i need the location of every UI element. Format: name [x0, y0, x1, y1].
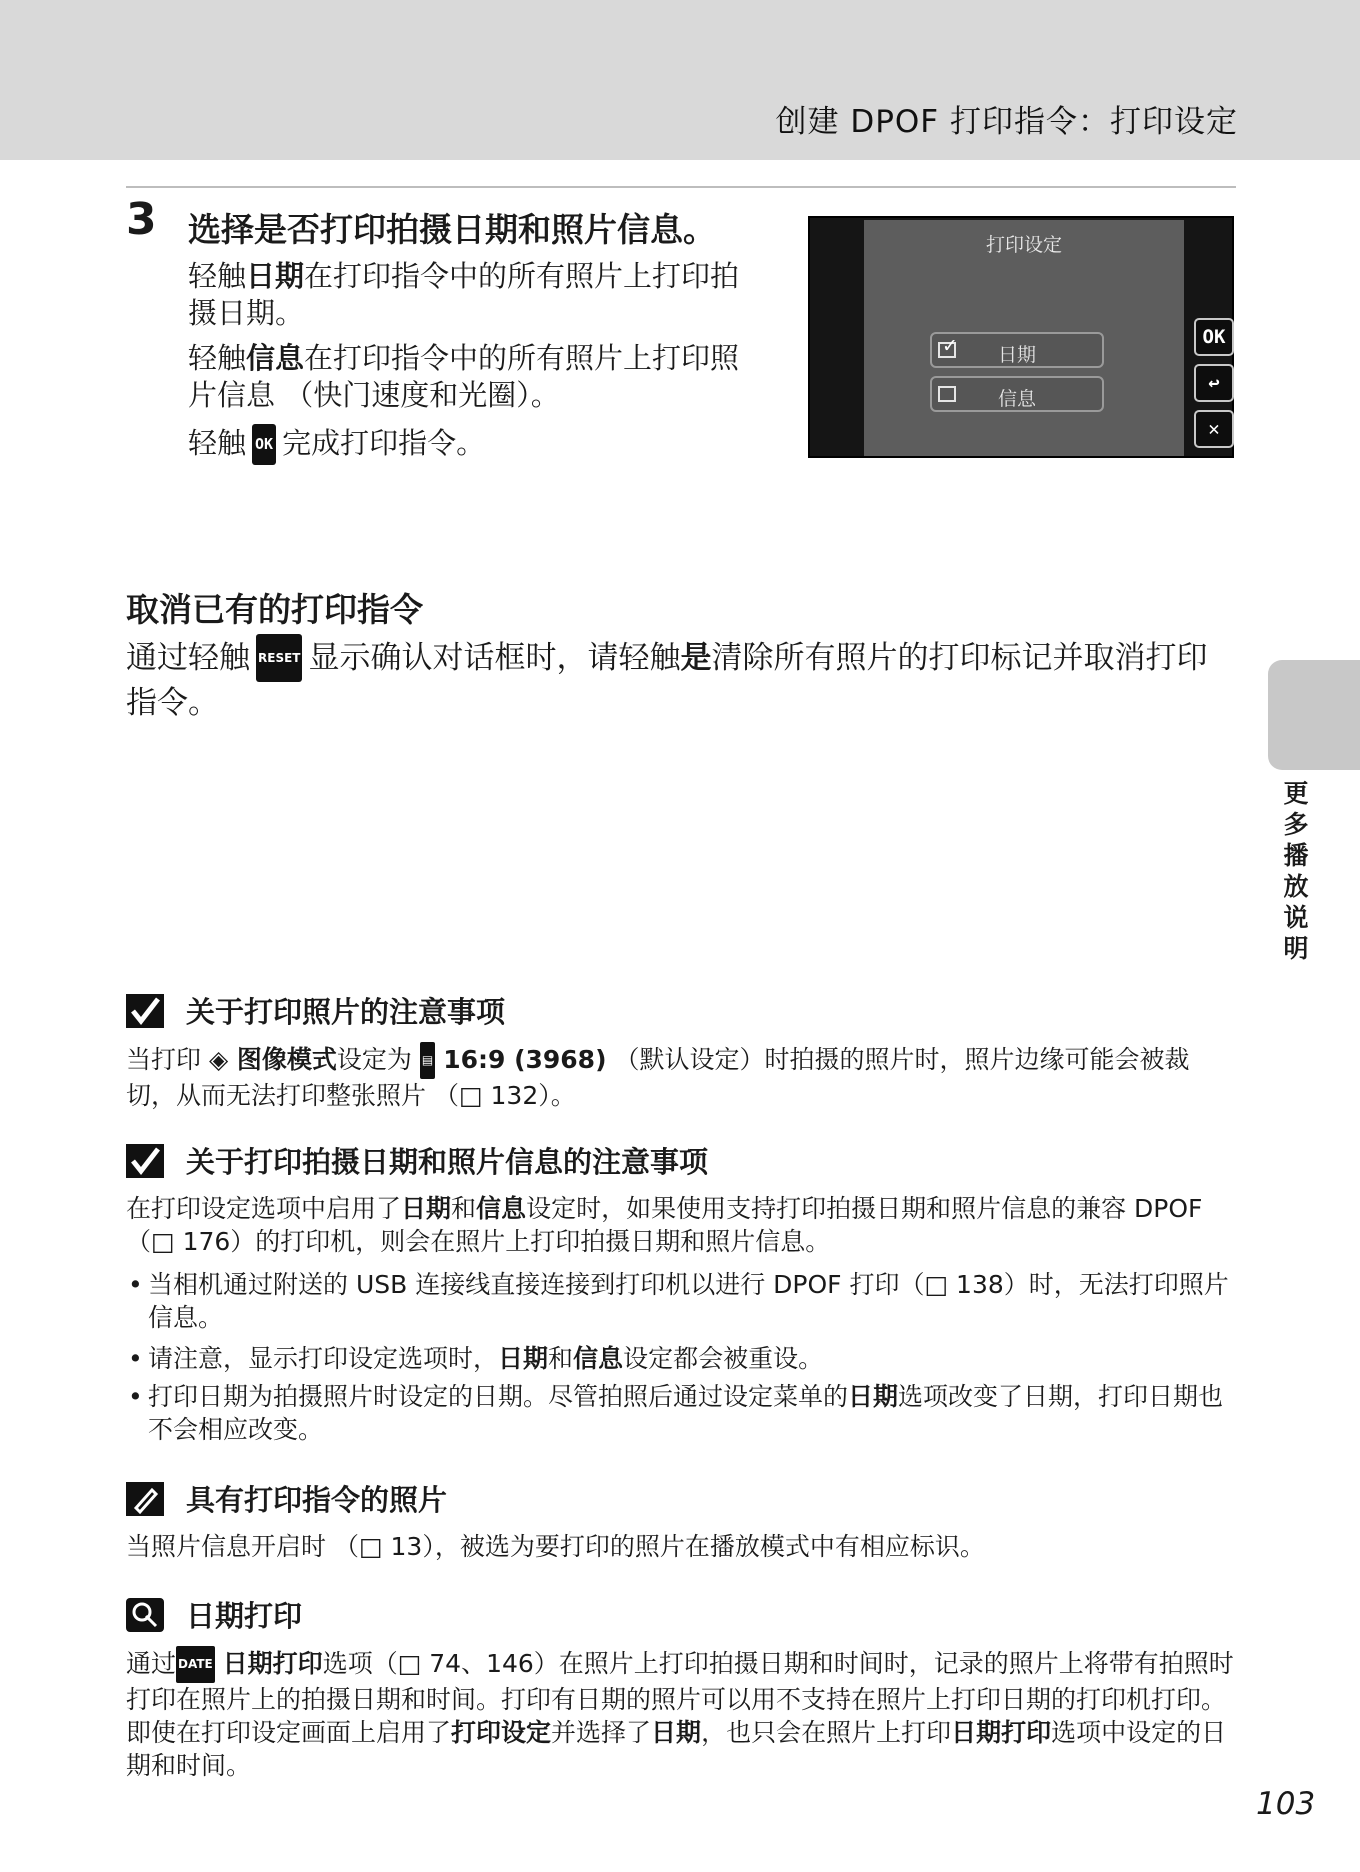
text: 设定为 — [336, 1045, 412, 1074]
pencil-note-icon — [126, 1482, 164, 1516]
text: 通过轻触 — [126, 640, 250, 676]
camera-screen — [808, 216, 1234, 458]
close-button[interactable]: ✕ — [1194, 410, 1234, 448]
bold-date-imprint: 日期打印 — [951, 1718, 1052, 1747]
step-para-date — [188, 258, 768, 332]
text: 在打印设定选项中启用了 — [126, 1194, 402, 1223]
note2-title: 关于打印拍摄日期和照片信息的注意事项 — [186, 1145, 709, 1179]
check-icon: ✓ — [942, 335, 958, 357]
bullet-dot: • — [128, 1344, 143, 1373]
note2-bullet-3 — [126, 1380, 1236, 1446]
date-icon: DATE — [176, 1646, 215, 1683]
ok-button[interactable]: OK — [1194, 318, 1234, 356]
bold-info: 信息 — [476, 1194, 527, 1223]
caution-check-icon — [126, 1144, 164, 1178]
text: 设定时，如果使用支持打印拍摄日期和照片信息的兼容 DPOF （□ 176）的打印机，则会在照片上打印拍摄日期和照片信息。 — [126, 1194, 1203, 1256]
step-number: 3 — [126, 194, 157, 245]
option-info-label: 信息 — [997, 388, 1036, 410]
bold-yes: 是 — [680, 640, 712, 676]
note4-title: 日期打印 — [186, 1599, 303, 1633]
ok-icon: OK — [252, 424, 276, 465]
text: 在打印指令中的所有照片上打印照片信息 （快门速度和光圈）。 — [188, 341, 740, 412]
text: 选项（□ 74、146）在照片上打印拍摄日期和时间时，记录的照片上将带有拍照时打印在照片上的拍摄日期和时间。打印有日期的照片可以用不支持在照片上打印日期的打印机打印。即使在打印设定画面上启用了 — [126, 1649, 1234, 1747]
cancel-heading: 取消已有的打印指令 — [126, 590, 423, 629]
16-9-icon: ▤ — [420, 1042, 435, 1079]
step-para-ok — [188, 424, 768, 465]
reset-icon: RESET — [256, 634, 302, 682]
bold-date: 日期 — [651, 1718, 702, 1747]
cancel-paragraph — [126, 634, 1236, 724]
note2-paragraph — [126, 1192, 1236, 1258]
text: 和 — [548, 1344, 574, 1373]
side-tab — [1268, 660, 1360, 770]
text: 打印日期为拍摄照片时设定的日期。尽管拍照后通过设定菜单的 — [148, 1382, 849, 1411]
screen-panel — [864, 220, 1184, 456]
bullet-dot: • — [128, 1270, 143, 1299]
note4-heading — [126, 1594, 302, 1635]
option-date[interactable] — [930, 332, 1104, 368]
text: 当打印 — [126, 1045, 202, 1074]
note3-paragraph: 当照片信息开启时 （□ 13），被选为要打印的照片在播放模式中有相应标识。 — [126, 1532, 985, 1561]
text: 轻触 — [188, 341, 247, 375]
screen-title: 打印设定 — [985, 234, 1062, 256]
text: 轻触 — [188, 259, 247, 293]
text: （默认设定）时拍摄的照片时，照片边缘可能会被裁切，从而无法打印整张照片 （□ 132）。 — [126, 1045, 1190, 1110]
note2-heading — [126, 1140, 708, 1181]
text: 设定都会被重设。 — [623, 1344, 824, 1373]
bold-date: 日期 — [848, 1382, 899, 1411]
step-para-info — [188, 340, 768, 414]
bold-date: 日期 — [401, 1194, 452, 1223]
text: 请注意，显示打印设定选项时， — [148, 1344, 499, 1373]
option-info[interactable] — [930, 376, 1104, 412]
text: 选项改变了日期，打印日期也不会相应改变。 — [148, 1382, 1224, 1444]
text: 当相机通过附送的 USB 连接线直接连接到打印机以进行 DPOF 打印（□ 138）时，无法打印照片信息。 — [148, 1270, 1229, 1332]
caution-check-icon — [126, 994, 164, 1028]
text: 在打印指令中的所有照片上打印拍摄日期。 — [188, 259, 740, 330]
bold-date: 日期 — [498, 1344, 549, 1373]
text: ，也只会在照片上打印 — [701, 1718, 952, 1747]
note2-bullet-1 — [126, 1268, 1236, 1334]
bold-image-mode: 图像模式 — [236, 1045, 337, 1074]
text: 清除所有照片的打印标记并取消打印指令。 — [126, 640, 1208, 721]
text: 轻触 — [188, 426, 247, 460]
step-title: 选择是否打印拍摄日期和照片信息。 — [188, 210, 716, 249]
bold-date: 日期 — [246, 259, 305, 293]
note1-title: 关于打印照片的注意事项 — [186, 995, 506, 1029]
option-date-label: 日期 — [997, 344, 1036, 366]
note3-title: 具有打印指令的照片 — [186, 1483, 448, 1517]
bold-info: 信息 — [573, 1344, 624, 1373]
note1-heading — [126, 990, 505, 1031]
text: 显示确认对话框时，请轻触 — [308, 640, 681, 676]
text: 完成打印指令。 — [282, 426, 486, 460]
bullet-dot: • — [128, 1382, 143, 1411]
page-number: 103 — [1256, 1786, 1316, 1822]
bold-16-9: 16:9 (3968) — [443, 1045, 607, 1074]
text: 并选择了 — [551, 1718, 652, 1747]
tip-icon — [126, 1598, 164, 1632]
page-header-title: 创建 DPOF 打印指令：打印设定 — [775, 104, 1238, 140]
back-button[interactable]: ↩ — [1194, 364, 1234, 402]
text: 选项中设定的日期和时间。 — [126, 1718, 1227, 1780]
bold-info: 信息 — [246, 341, 305, 375]
note3-heading — [126, 1478, 447, 1519]
bold-print-set: 打印设定 — [451, 1718, 552, 1747]
note2-bullet-2 — [126, 1342, 1236, 1375]
side-tab-label: 更多播放说明 — [1283, 779, 1309, 963]
bold-date-imprint: 日期打印 — [222, 1649, 323, 1678]
note1-paragraph: 当打印 ◈ 图像模式设定为 ▤ 16:9 (3968) （默认设定）时拍摄的照片时，照片边缘可能会被裁切，从而无法打印整张照片 （□ 132）。 — [126, 1042, 1236, 1112]
text: 和 — [451, 1194, 477, 1223]
divider — [126, 186, 1236, 188]
note4-paragraph — [126, 1646, 1236, 1782]
text: 通过 — [126, 1649, 177, 1678]
